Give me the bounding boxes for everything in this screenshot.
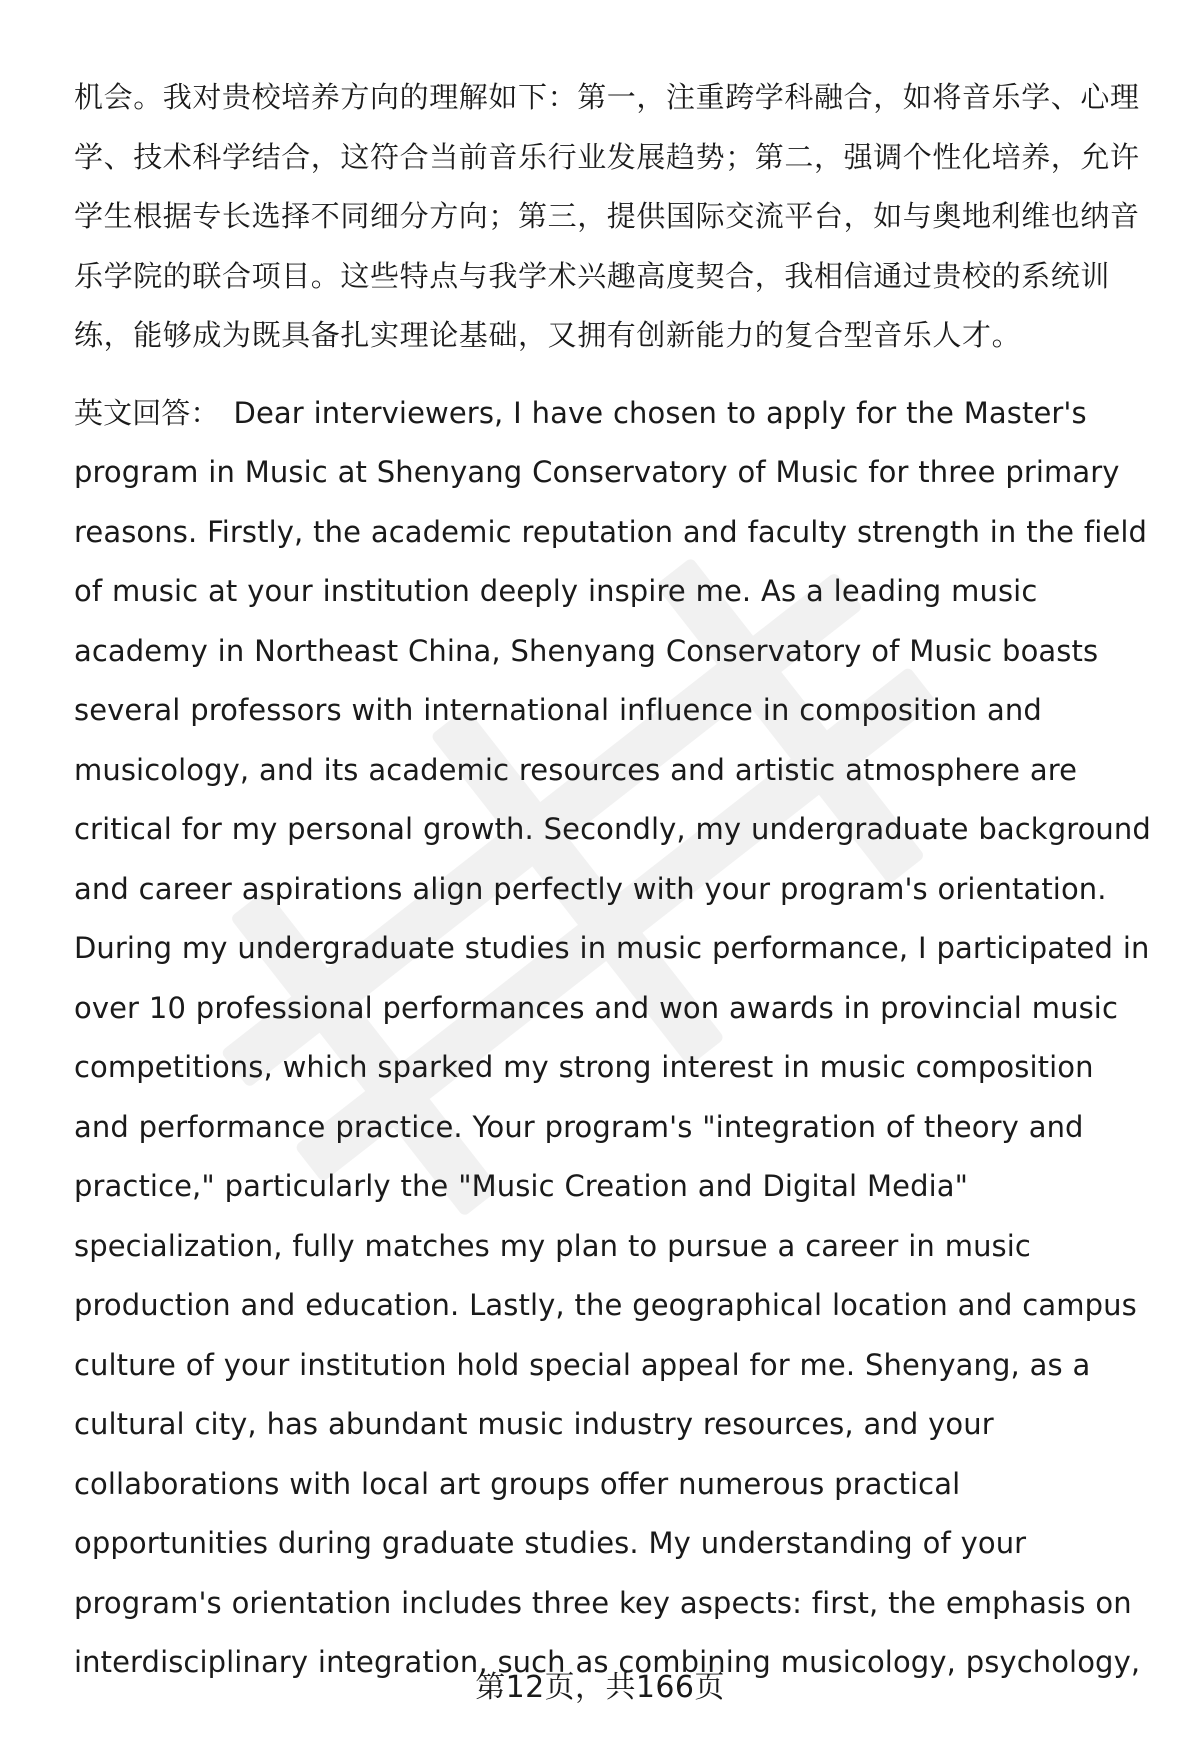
english-answer-text: Dear interviewers, I have chosen to apply for the Master's program in Music at Shenyang Conservatory of Music for three primary reasons. Firstly, the academic reputation and faculty strength in the field of music at your institution deeply inspire me. As a leading music academy in Northeast China, Shenyang Conservatory of Music boasts several professors with international influence in composition and musicology, and its academic resources and artistic atmosphere are critical for my personal growth. Secondly, my undergraduate background and career aspirations align perfectly with your program's orientation. During my undergraduate studies in music performance, I participated in over 10 professional performances and won awards in provincial music competitions, which sparked my strong interest in music composition and performance practice. Your program's "integration of theory and practice," particularly the "Music Creation and Digital Media" specialization, fully matches my plan to pursue a career in music production and education. Lastly, the geographical location and campus culture of your institution hold special appeal for me. Shenyang, as a cultural city, has abundant music industry resources, and your collaborations with local art groups offer numerous practical opportunities during graduate studies. My understanding of your program's orientation includes three key aspects: first, the emphasis on interdisciplinary integration, such as combining musicology, psychology, (74, 395, 1151, 1679)
english-answer-paragraph (74, 384, 1154, 1693)
page-number-footer: 第12页，共166页 (475, 1670, 725, 1705)
document-body (74, 68, 1154, 1693)
english-answer-label: 英文回答： (74, 395, 220, 430)
chinese-answer-paragraph: 机会。我对贵校培养方向的理解如下：第一，注重跨学科融合，如将音乐学、心理学、技术科学结合，这符合当前音乐行业发展趋势；第二，强调个性化培养，允许学生根据专长选择不同细分方向；第三，提供国际交流平台，如与奥地利维也纳音乐学院的联合项目。这些特点与我学术兴趣高度契合，我相信通过贵校的系统训练，能够成为既具备扎实理论基础，又拥有创新能力的复合型音乐人才。 (74, 80, 1140, 352)
